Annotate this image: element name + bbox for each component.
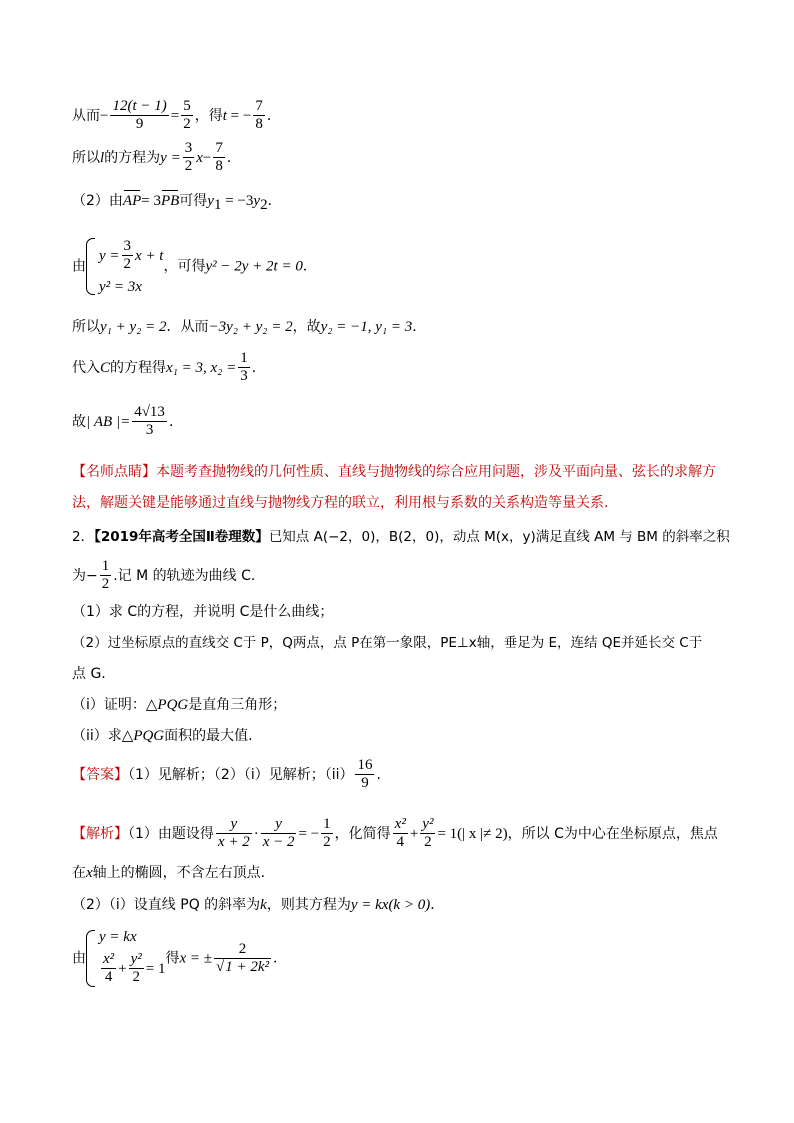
- fraction: $\frac{4√13}{3}$: [134, 404, 165, 439]
- fraction: $\frac{\text{y²}}{2}$: [422, 816, 434, 851]
- answer-tag: 【答案】: [72, 766, 128, 783]
- analysis-line-4: 由 y = kx $\frac{\text{x²}}{4}$ + $\frac{\text{y²}}{2}$ = 1 得x = ± $\frac{2}{\text{√1 + 2k²}}$ ．: [72, 929, 288, 986]
- solution-line-1: 从而− $\frac{12(t - 1)}{9}$ = $\frac{5}{2}$ ，得t = − $\frac{7}{8}$ ．: [72, 98, 281, 133]
- solution-line-7: 故| AB |= $\frac{4√13}{3}$ ．: [72, 404, 183, 439]
- problem-2-stem-2: 为− $\frac{1}{2}$ .记 M 的轨迹为曲线 C.: [72, 558, 256, 593]
- fraction: $\frac{12(t - 1)}{9}$: [112, 98, 167, 133]
- fraction: $\frac{7}{8}$: [255, 98, 263, 133]
- problem-2-stem: 2．【2019年高考全国Ⅱ卷理数】已知点 A(−2，0)，B(2，0)，动点 M(x，y)满足直线 AM 与 BM 的斜率之积: [72, 529, 730, 545]
- analysis-line-3: （2）（i）设直线 PQ 的斜率为k，则其方程为y = kx(k > 0)．: [72, 897, 445, 913]
- note-tag: 【名师点睛】: [72, 464, 156, 480]
- problem-2-q2-cont: 点 G.: [72, 666, 106, 682]
- problem-2-q1: （1）求 C的方程，并说明 C是什么曲线；: [72, 604, 334, 620]
- problem-2-qii: （ii）求△PQG面积的最大值.: [72, 728, 253, 744]
- fraction: $\frac{7}{8}$: [215, 140, 223, 175]
- fraction: $\frac{y}{x - 2}$: [262, 816, 295, 851]
- fraction: $\frac{5}{2}$: [183, 98, 191, 133]
- fraction: $\frac{2}{\text{√1 + 2k²}}$: [216, 940, 270, 975]
- fraction: $\frac{1}{3}$: [240, 350, 248, 385]
- analysis-line-1: 【解析】（1）由题设得 $\frac{y}{x + 2}$ · $\frac{y}{x - 2}$ = − $\frac{1}{2}$ ，化简得 $\frac{\text{x²}}{4}$ + $\frac{\text{y²}}{2}$ = 1(| x |≠ 2)，所以 C为中心在坐标原点，焦点: [72, 816, 718, 851]
- problem-2-qi: （i）证明：△PQG是直角三角形；: [72, 697, 287, 713]
- solution-line-3: （2）由AP= 3PB可得$y_1 = -3y_2$．: [72, 193, 282, 213]
- teacher-note-line-2: 法，解题关键是能够通过直线与抛物线方程的联立，利用根与系数的关系构造等量关系.: [72, 495, 609, 511]
- fraction: $\frac{3}{2}$: [184, 140, 193, 175]
- fraction: $\frac{1}{2}$: [323, 816, 331, 851]
- solution-line-6: 代入C的方程得x₁ = 3, x₂ = $\frac{1}{3}$ ．: [72, 350, 266, 385]
- problem-source: 【2019年高考全国Ⅱ卷理数】: [94, 529, 269, 545]
- equation-system: y = kx $\frac{\text{x²}}{4}$ + $\frac{\text{y²}}{2}$ = 1: [86, 930, 166, 987]
- fraction: $\frac{\text{x²}}{4}$: [394, 816, 406, 851]
- solution-line-4: 由 y = $\frac{3}{2}$ x + t y² = 3x ，可得y² − 2y + 2t = 0．: [72, 238, 317, 295]
- analysis-tag: 【解析】: [72, 825, 128, 842]
- answer-line: 【答案】（1）见解析；（2）（i）见解析；（ii） $\frac{16}{9}$ .: [72, 757, 381, 792]
- analysis-line-2: 在x轴上的椭圆，不含左右顶点．: [72, 865, 275, 881]
- problem-2-q2: （2）过坐标原点的直线交 C于 P，Q两点，点 P在第一象限，PE⊥x轴，垂足为 E，连结 QE并延长交 C于: [72, 635, 703, 651]
- fraction: $\frac{y}{x + 2}$: [217, 816, 250, 851]
- teacher-note-line-1: 【名师点睛】本题考查抛物线的几何性质、直线与抛物线的综合应用问题，涉及平面向量、弦长的求解方: [72, 464, 716, 480]
- equation-system: y = $\frac{3}{2}$ x + t y² = 3x: [86, 238, 163, 295]
- fraction: $\frac{16}{9}$: [357, 757, 373, 792]
- fraction: $\frac{1}{2}$: [101, 558, 110, 593]
- solution-line-2: 所以l的方程为y = $\frac{3}{2}$ x− $\frac{7}{8}$ ．: [72, 140, 241, 175]
- solution-line-5: 所以y₁ + y₂ = 2．从而−3y₂ + y₂ = 2，故y₂ = −1, y₁ = 3．: [72, 319, 427, 335]
